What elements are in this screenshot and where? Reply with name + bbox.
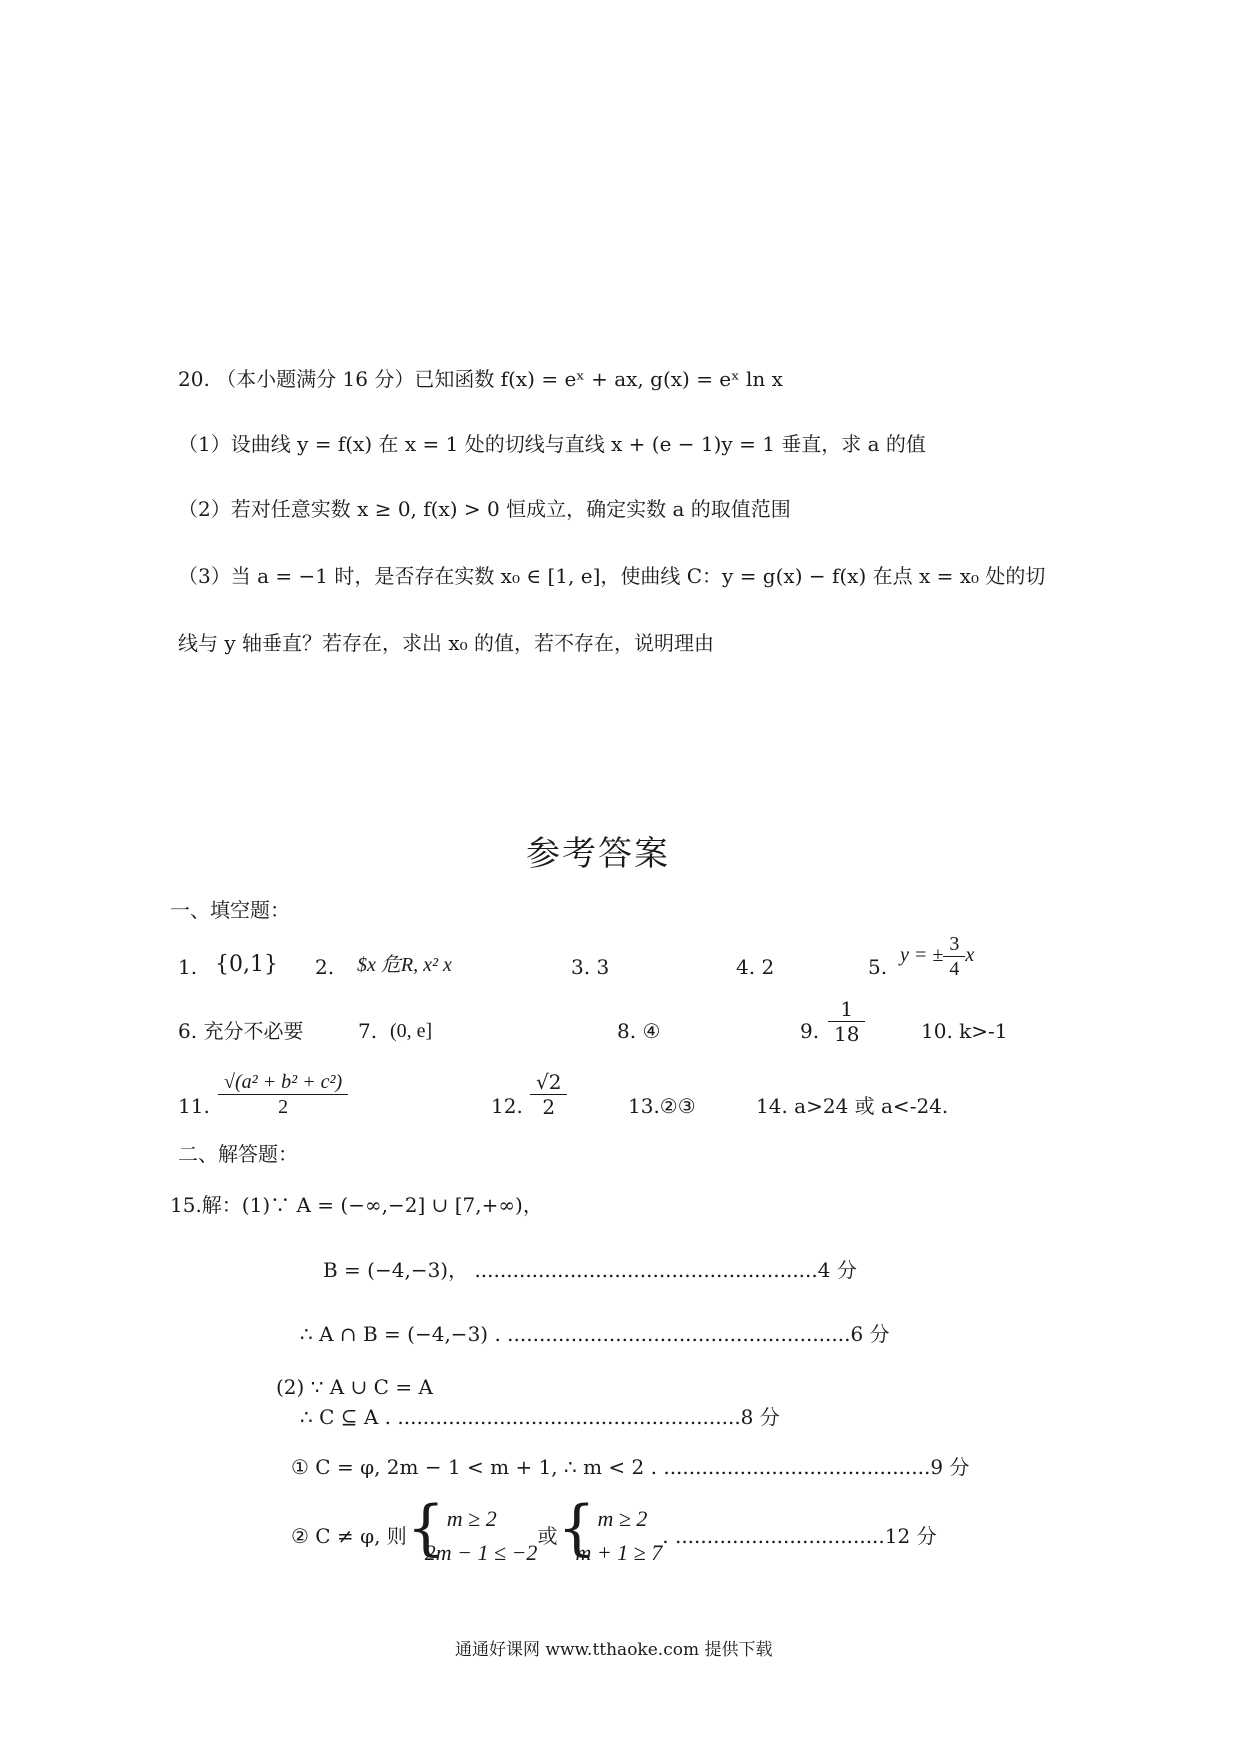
answer-6: 6. 充分不必要 (178, 1019, 304, 1043)
answer-12-number: 12. (491, 1094, 523, 1118)
answer-12-numerator: √2 (530, 1070, 567, 1095)
answer-7-number: 7. (358, 1019, 378, 1043)
problem-20-part2: （2）若对任意实数 x ≥ 0, f(x) > 0 恒成立，确定实数 a 的取值范围 (178, 497, 791, 521)
answer-2: $x 危R, x² x (357, 954, 452, 976)
answer-5-suffix: x (965, 944, 975, 967)
solution-15-or: 或 (537, 1524, 558, 1548)
section-fill-blank-heading: 一、填空题： (170, 898, 290, 922)
answer-9-number: 9. (800, 1019, 820, 1043)
answer-11-number: 11. (178, 1094, 210, 1118)
answer-8: 8. ④ (617, 1019, 661, 1043)
system-a-row2: 2m − 1 ≤ −2 (424, 1540, 538, 1565)
solution-15-line4: (2) ∵ A ∪ C = A (276, 1375, 433, 1399)
answer-5-prefix: y = ± (900, 944, 944, 967)
left-brace-b: { (557, 1493, 596, 1563)
answer-11-denominator: 2 (278, 1096, 289, 1118)
solution-15-line3: ∴ A ∩ B = (−4,−3) . ......................................................6 分 (300, 1322, 890, 1346)
answer-12 (530, 1070, 567, 1119)
solution-15-line2: B = (−4,−3)， ......................................................4 分 (323, 1258, 857, 1282)
answer-11-numerator: √(a² + b² + c²) (218, 1070, 348, 1095)
solution-15-line7-suffix: . .................................12 分 (662, 1524, 937, 1548)
answer-7: (0, e] (390, 1020, 433, 1042)
answer-title: 参考答案 (526, 834, 670, 874)
answer-5-number: 5. (868, 955, 888, 979)
answer-9 (828, 997, 865, 1046)
solution-15-line7 (291, 1493, 937, 1570)
system-b-row2: m + 1 ≥ 7 (575, 1540, 663, 1565)
answer-14: 14. a>24 或 a<-24. (756, 1094, 949, 1118)
problem-20-part1: （1）设曲线 y = f(x) 在 x = 1 处的切线与直线 x + (e − 1)y = 1 垂直，求 a 的值 (178, 432, 926, 456)
answer-4: 4. 2 (736, 955, 775, 979)
problem-20-part3-line2: 线与 y 轴垂直？若存在，求出 x₀ 的值，若不存在，说明理由 (178, 631, 715, 655)
answer-13: 13.②③ (628, 1094, 696, 1118)
answer-5-denominator: 4 (949, 958, 960, 980)
answer-2-number: 2. (315, 955, 335, 979)
answer-1-number: 1. (178, 955, 198, 979)
problem-20-part3-line1: （3）当 a = −1 时，是否存在实数 x₀ ∈ [1, e]，使曲线 C：y = g(x) − f(x) 在点 x = x₀ 处的切 (178, 564, 1046, 588)
solution-15-line1: 15.解：(1)∵ A = (−∞,−2] ∪ [7,+∞)， (170, 1193, 543, 1217)
section-solutions-heading: 二、解答题： (178, 1142, 298, 1166)
system-a-row1: m ≥ 2 (446, 1506, 497, 1531)
answer-9-denominator: 18 (834, 1022, 860, 1046)
system-b (557, 1493, 663, 1570)
footer: 通通好课网 www.tthaoke.com 提供下载 (455, 1640, 773, 1660)
system-b-row1: m ≥ 2 (597, 1506, 648, 1531)
answer-11 (218, 1070, 348, 1119)
solution-15-line5: ∴ C ⊆ A . ......................................................8 分 (300, 1405, 780, 1429)
answer-1: {0,1} (215, 952, 278, 977)
answer-10: 10. k>-1 (921, 1019, 1008, 1043)
answer-3: 3. 3 (571, 955, 610, 979)
answer-5 (900, 932, 974, 981)
solution-15-line6: ① C = φ, 2m − 1 < m + 1, ∴ m < 2 . ..........................................9 分 (291, 1455, 970, 1479)
system-a (406, 1493, 538, 1570)
left-brace-a: { (406, 1493, 445, 1563)
answer-12-denominator: 2 (542, 1095, 556, 1119)
answer-5-numerator: 3 (943, 932, 965, 957)
problem-20-header: 20. （本小题满分 16 分）已知函数 f(x) = eˣ + ax, g(x) = eˣ ln x (178, 367, 783, 391)
answer-9-numerator: 1 (828, 997, 865, 1022)
solution-15-line7-prefix: ② C ≠ φ, 则 (291, 1524, 407, 1548)
